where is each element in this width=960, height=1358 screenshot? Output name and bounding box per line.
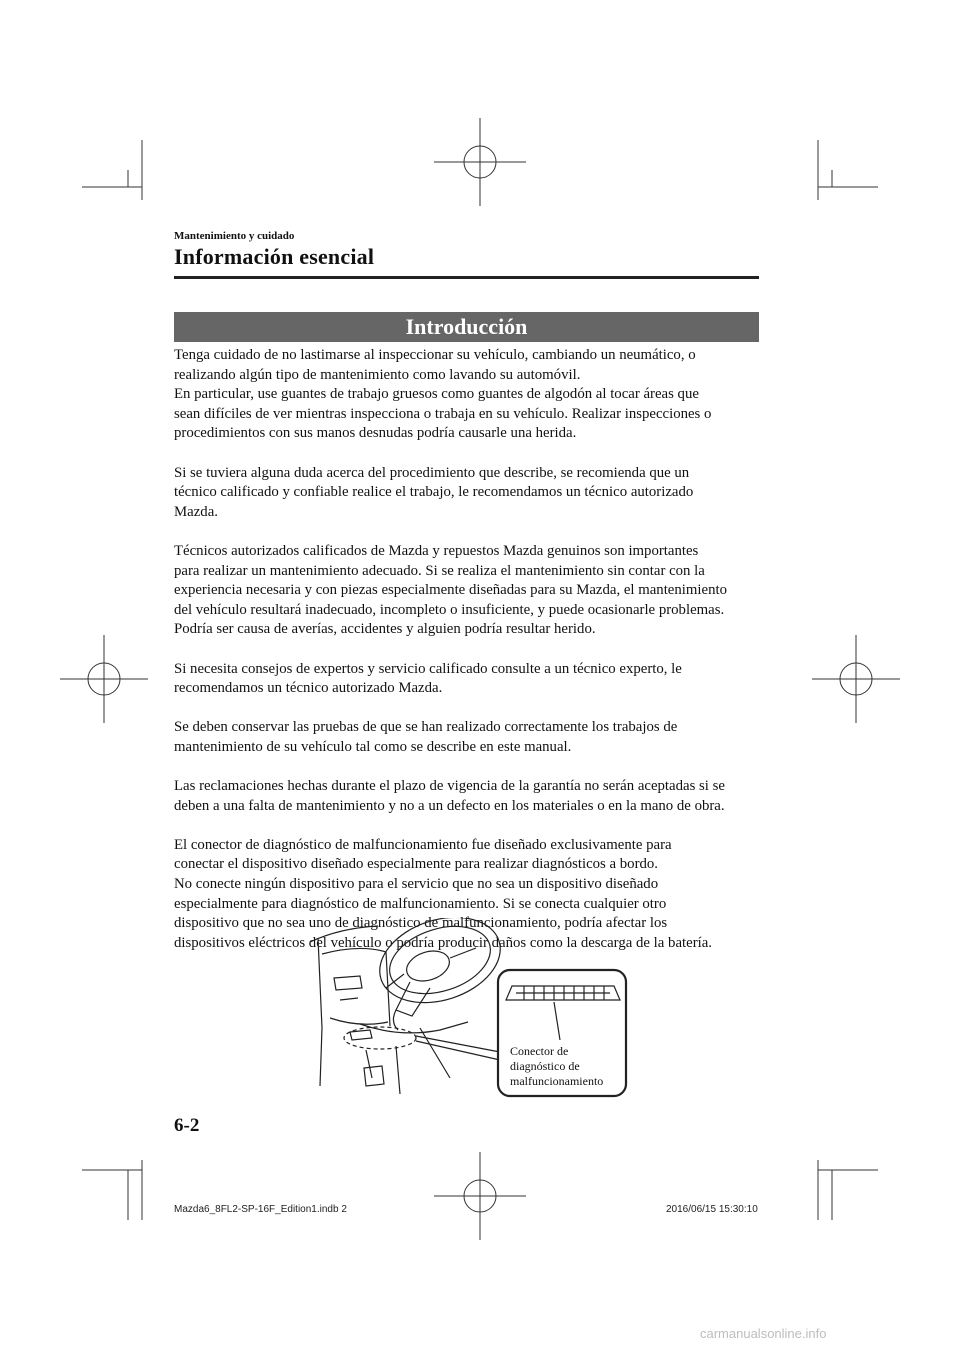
footer-file-name: Mazda6_8FL2-SP-16F_Edition1.indb 2 [174,1204,347,1215]
paragraph: Si necesita consejos de expertos y servicio calificado consulte a un técnico experto, le recomendamos un técnico autorizado Mazda. [174,660,682,697]
paragraph: Tenga cuidado de no lastimarse al inspeccionar su vehículo, cambiando un neumático, o realizando algún tipo de mantenimiento como lavando su automóvil. En particular, use guantes de trabajo gruesos como guantes de algodón al tocar áreas que sean difíciles de ver mientras inspecciona o trabaja en su vehículo. Realizar inspecciones o procedimientos con sus manos desnudas podría causarle una herida. [174,347,712,442]
paragraph: Técnicos autorizados calificados de Mazda y repuestos Mazda genuinos son importantes para realizar un mantenimiento adecuado. Si se realiza el mantenimiento sin contar con la experiencia necesaria y con piezas especialmente diseñadas para su Mazda, el mantenimiento del vehículo resultará inadecuado, incompleto o insuficiente, y puede ocasionarle problemas. Podría ser causa de averías, accidentes y alguien podría resultar herido. [174,542,727,638]
paragraph: Se deben conservar las pruebas de que se han realizado correctamente los trabajos de mantenimiento de su vehículo tal como se describe en este manual. [174,719,678,755]
paragraph: Las reclamaciones hechas durante el plazo de vigencia de la garantía no serán aceptadas si se deben a una falta de mantenimiento y no a un defecto en los materiales o en la mano de obra. [174,778,725,814]
section-banner: Introducción [174,312,759,342]
page-title: Información esencial [174,244,375,269]
watermark: carmanualsonline.info [700,1326,827,1341]
diagnostic-connector-label: Conector de diagnóstico de malfuncionamiento [510,1044,604,1088]
page-number: 6-2 [174,1115,200,1136]
title-divider [174,276,759,279]
body-text [174,346,764,973]
footer-timestamp: 2016/06/15 15:30:10 [666,1204,758,1215]
section-label: Mantenimiento y cuidado [174,230,295,242]
paragraph: El conector de diagnóstico de malfuncionamiento fue diseñado exclusivamente para conectar el dispositivo diseñado especialmente para realizar diagnósticos a bordo. No conecte ningún dispositivo para el servicio que no sea un dispositivo diseñado especialmente para diagnóstico de malfuncionamiento. Si se conecta cualquier otro dispositivo que no sea uno de diagnóstico de malfuncionamiento, podría afectar los dispositivos eléctricos del vehículo o podría producir daños como la descarga de la batería. [174,836,712,951]
paragraph: Si se tuviera alguna duda acerca del procedimiento que describe, se recomienda que un técnico calificado y confiable realice el trabajo, le recomendamos un técnico autorizado Mazda. [174,464,694,520]
